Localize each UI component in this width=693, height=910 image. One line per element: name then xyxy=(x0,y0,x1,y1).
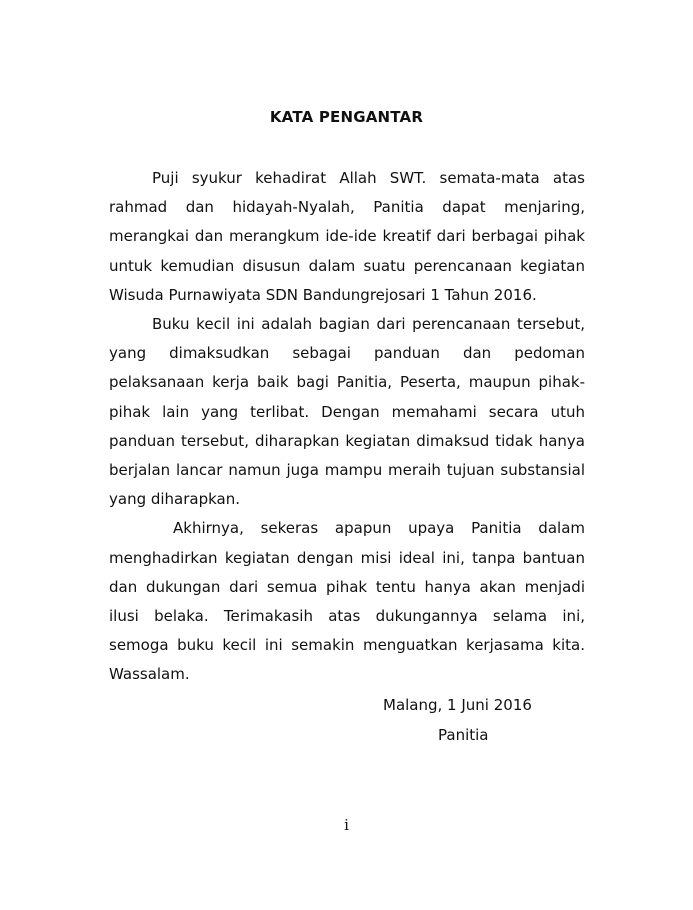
paragraph-1: Puji syukur kehadirat Allah SWT. semata-mata atas rahmad dan hidayah-Nyalah, Panitia dapat menjaring, merangkai dan merangkum ide-ide kreatif dari berbagai pihak untuk kemudian disusun dalam suatu perencanaan kegiatan Wisuda Purnawiyata SDN Bandungrejosari 1 Tahun 2016. xyxy=(109,169,585,304)
paragraph-2: Buku kecil ini adalah bagian dari perencanaan tersebut, yang dimaksudkan sebagai panduan dan pedoman pelaksanaan kerja baik bagi Panitia, Peserta, maupun pihak-pihak lain yang terlibat. Dengan memahami secara utuh panduan tersebut, diharapkan kegiatan dimaksud tidak hanya berjalan lancar namun juga mampu meraih tujuan substansial yang diharapkan. xyxy=(109,315,585,509)
page-title: KATA PENGANTAR xyxy=(269,108,424,126)
page-number: i xyxy=(344,816,349,834)
preface-body xyxy=(109,164,585,690)
paragraph-3: Akhirnya, sekeras apapun upaya Panitia dalam menghadirkan kegiatan dengan misi ideal ini, tanpa bantuan dan dukungan dari semua pihak tentu hanya akan menjadi ilusi belaka. Terimakasih atas dukungannya selama ini, semoga buku kecil ini semakin menguatkan kerjasama kita. Wassalam. xyxy=(109,519,585,684)
signature-place-date: Malang, 1 Juni 2016 xyxy=(383,696,532,714)
signature-block xyxy=(383,690,583,750)
signature-signer: Panitia xyxy=(438,726,489,744)
